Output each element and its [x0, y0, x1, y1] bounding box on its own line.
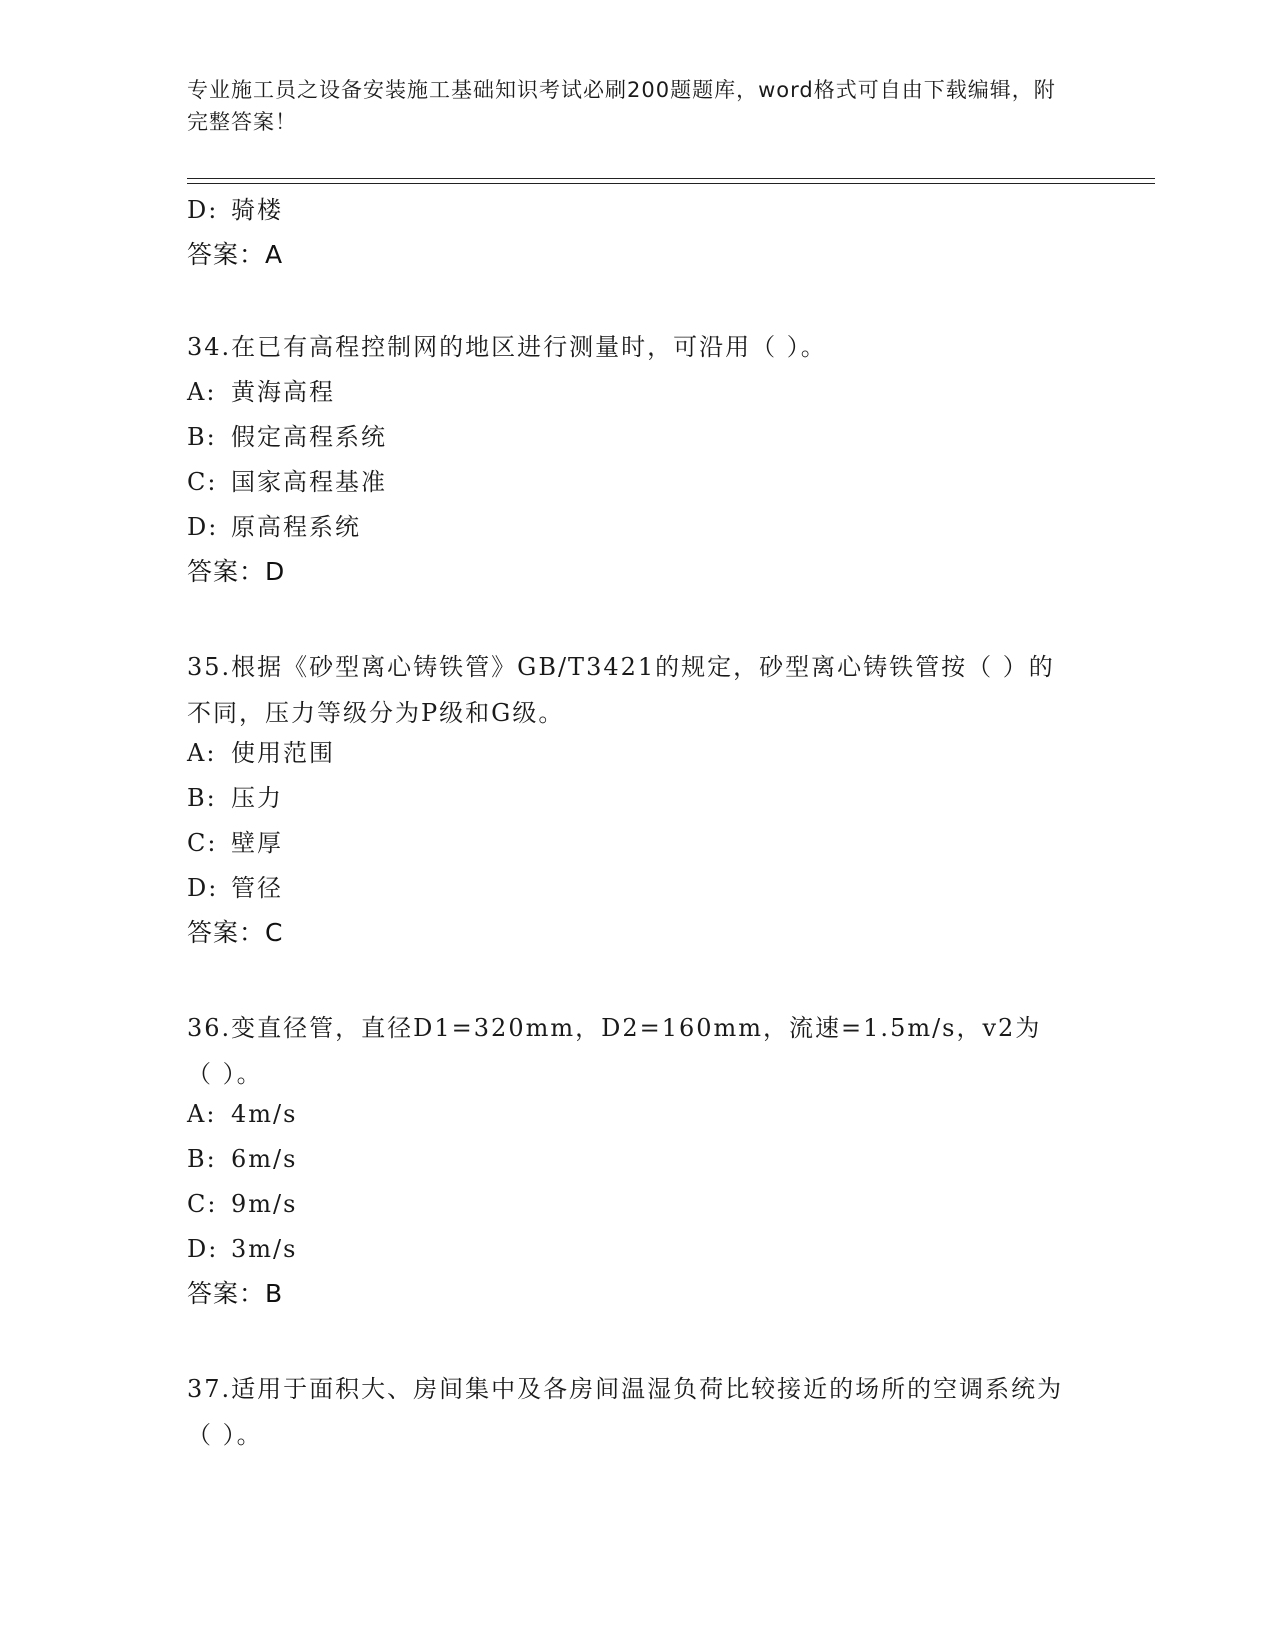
option-label: B: — [187, 784, 217, 812]
q35-option-a — [187, 737, 335, 769]
q35-stem: 35.根据《砂型离心铸铁管》GB/T3421的规定，砂型离心铸铁管按（ ）的不同，压力等级分为P级和G级。 — [187, 653, 1055, 727]
q35-option-b — [187, 782, 283, 814]
q36-option-c — [187, 1188, 297, 1220]
q35-option-c — [187, 827, 283, 859]
q34-option-d — [187, 511, 361, 543]
q35-answer: 答案：C — [187, 918, 284, 947]
option-text: 骑楼 — [231, 196, 283, 224]
option-label: C: — [187, 1190, 218, 1218]
option-text: 使用范围 — [231, 739, 335, 767]
option-label: C: — [187, 468, 218, 496]
page-header — [187, 74, 1067, 138]
header-divider-bottom — [187, 183, 1155, 184]
option-text: 4m/s — [231, 1100, 298, 1128]
prev-option-d — [187, 194, 283, 226]
option-text: 黄海高程 — [231, 378, 335, 406]
q34-option-a — [187, 376, 335, 408]
q34-answer: 答案：D — [187, 557, 286, 586]
option-text: 假定高程系统 — [231, 423, 387, 451]
prev-answer: 答案：A — [187, 240, 284, 269]
q34-stem: 34.在已有高程控制网的地区进行测量时，可沿用（ ）。 — [187, 333, 827, 361]
option-text: 3m/s — [231, 1235, 298, 1263]
option-label: D: — [187, 196, 219, 224]
option-text: 壁厚 — [231, 829, 283, 857]
option-label: D: — [187, 874, 219, 902]
option-text: 管径 — [231, 874, 283, 902]
q37-stem: 37.适用于面积大、房间集中及各房间温湿负荷比较接近的场所的空调系统为（ ）。 — [187, 1375, 1064, 1449]
q36-stem: 36.变直径管，直径D1=320mm，D2=160mm，流速=1.5m/s，v2为（ ）。 — [187, 1014, 1042, 1088]
option-label: C: — [187, 829, 218, 857]
q36-option-d — [187, 1233, 297, 1265]
option-label: D: — [187, 1235, 219, 1263]
q34-option-c — [187, 466, 387, 498]
option-text: 原高程系统 — [231, 513, 361, 541]
option-label: A: — [187, 739, 217, 767]
header-divider-top — [187, 178, 1155, 179]
q34-option-b — [187, 421, 387, 453]
q35-option-d — [187, 872, 283, 904]
option-label: B: — [187, 423, 217, 451]
option-text: 压力 — [231, 784, 283, 812]
option-label: B: — [187, 1145, 217, 1173]
q36-answer: 答案：B — [187, 1279, 284, 1308]
q36-option-a — [187, 1098, 297, 1130]
option-label: A: — [187, 378, 217, 406]
document-title: 专业施工员之设备安装施工基础知识考试必刷200题题库，word格式可自由下载编辑，附完整答案！ — [187, 78, 1056, 134]
option-text: 6m/s — [231, 1145, 298, 1173]
option-text: 9m/s — [231, 1190, 298, 1218]
option-label: A: — [187, 1100, 217, 1128]
q36-option-b — [187, 1143, 297, 1175]
option-text: 国家高程基准 — [231, 468, 387, 496]
option-label: D: — [187, 513, 219, 541]
